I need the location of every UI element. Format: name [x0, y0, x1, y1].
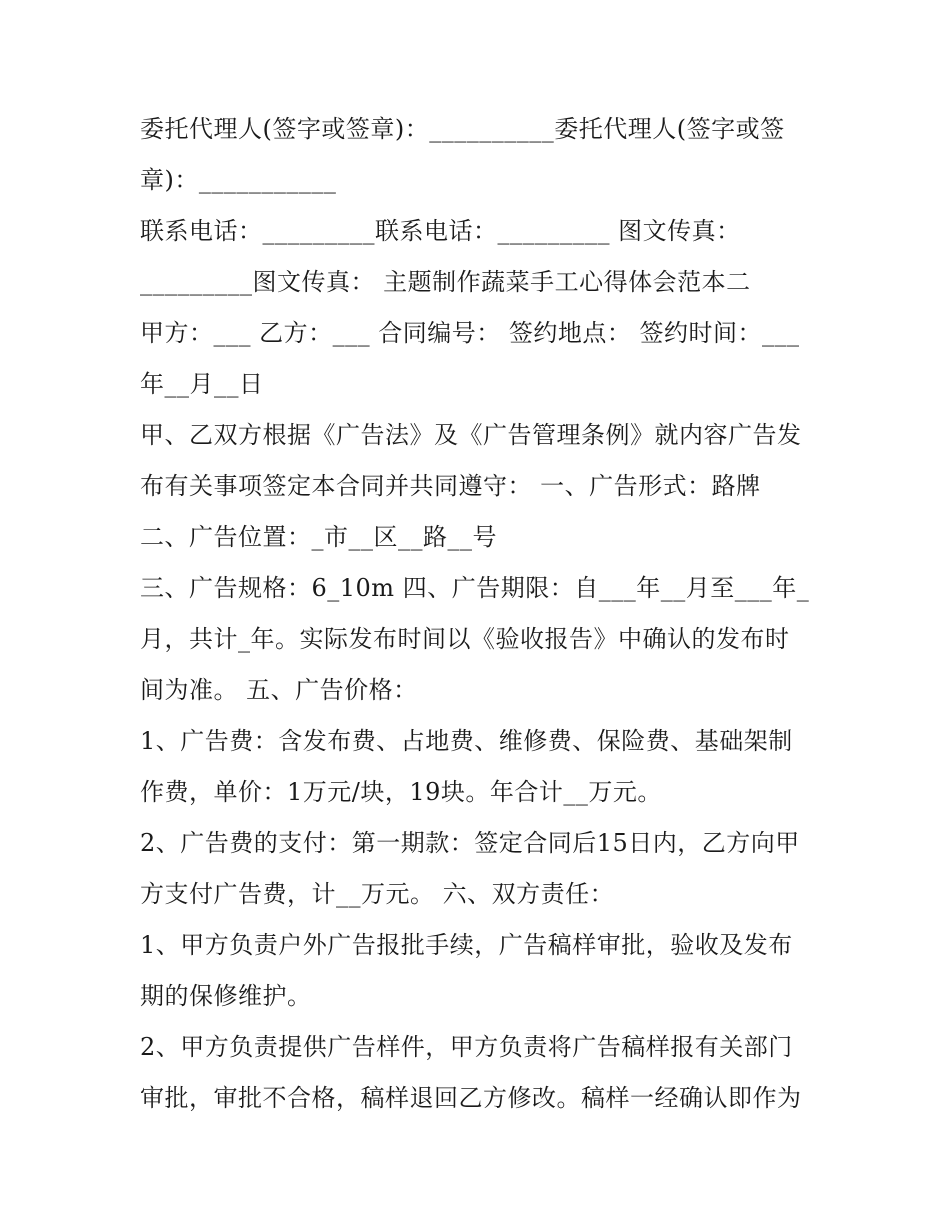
text-line: 审批，审批不合格，稿样退回乙方修改。稿样一经确认即作为 [140, 1084, 802, 1112]
text-line: 作费，单价：1万元/块，19块。年合计__万元。 [140, 778, 662, 806]
text-line: 二、广告位置：_市__区__路__号 [140, 523, 497, 551]
text-line: 月，共计_年。实际发布时间以《验收报告》中确认的发布时 [140, 625, 790, 653]
text-line: 1、甲方负责户外广告报批手续，广告稿样审批，验收及发布 [140, 931, 793, 959]
text-line: _________图文传真： 主题制作蔬菜手工心得体会范本二 [140, 268, 751, 296]
text-line: 甲方：___ 乙方：___ 合同编号： 签约地点： 签约时间：___ [140, 319, 800, 347]
text-line: 方支付广告费，计__万元。 六、双方责任： [140, 880, 615, 908]
text-line: 章)：___________ [140, 166, 337, 194]
text-line: 三、广告规格：6_10m 四、广告期限：自___年__月至___年_ [140, 574, 810, 602]
text-line: 2、广告费的支付：第一期款：签定合同后15日内，乙方向甲 [140, 829, 800, 857]
text-line: 间为准。 五、广告价格： [140, 676, 418, 704]
text-line: 布有关事项签定本合同并共同遵守： 一、广告形式：路牌 [140, 472, 761, 500]
text-line: 甲、乙双方根据《广告法》及《广告管理条例》就内容广告发 [140, 421, 802, 449]
text-line: 联系电话：_________联系电话：_________ 图文传真： [140, 217, 741, 245]
text-line: 期的保修维护。 [140, 982, 312, 1010]
contract-body [140, 104, 820, 1124]
text-line: 2、甲方负责提供广告样件，甲方负责将广告稿样报有关部门 [140, 1033, 793, 1061]
text-line: 年__月__日 [140, 370, 264, 398]
text-line: 1、广告费：含发布费、占地费、维修费、保险费、基础架制 [140, 727, 793, 755]
text-line: 委托代理人(签字或签章)：__________委托代理人(签字或签 [140, 115, 785, 143]
